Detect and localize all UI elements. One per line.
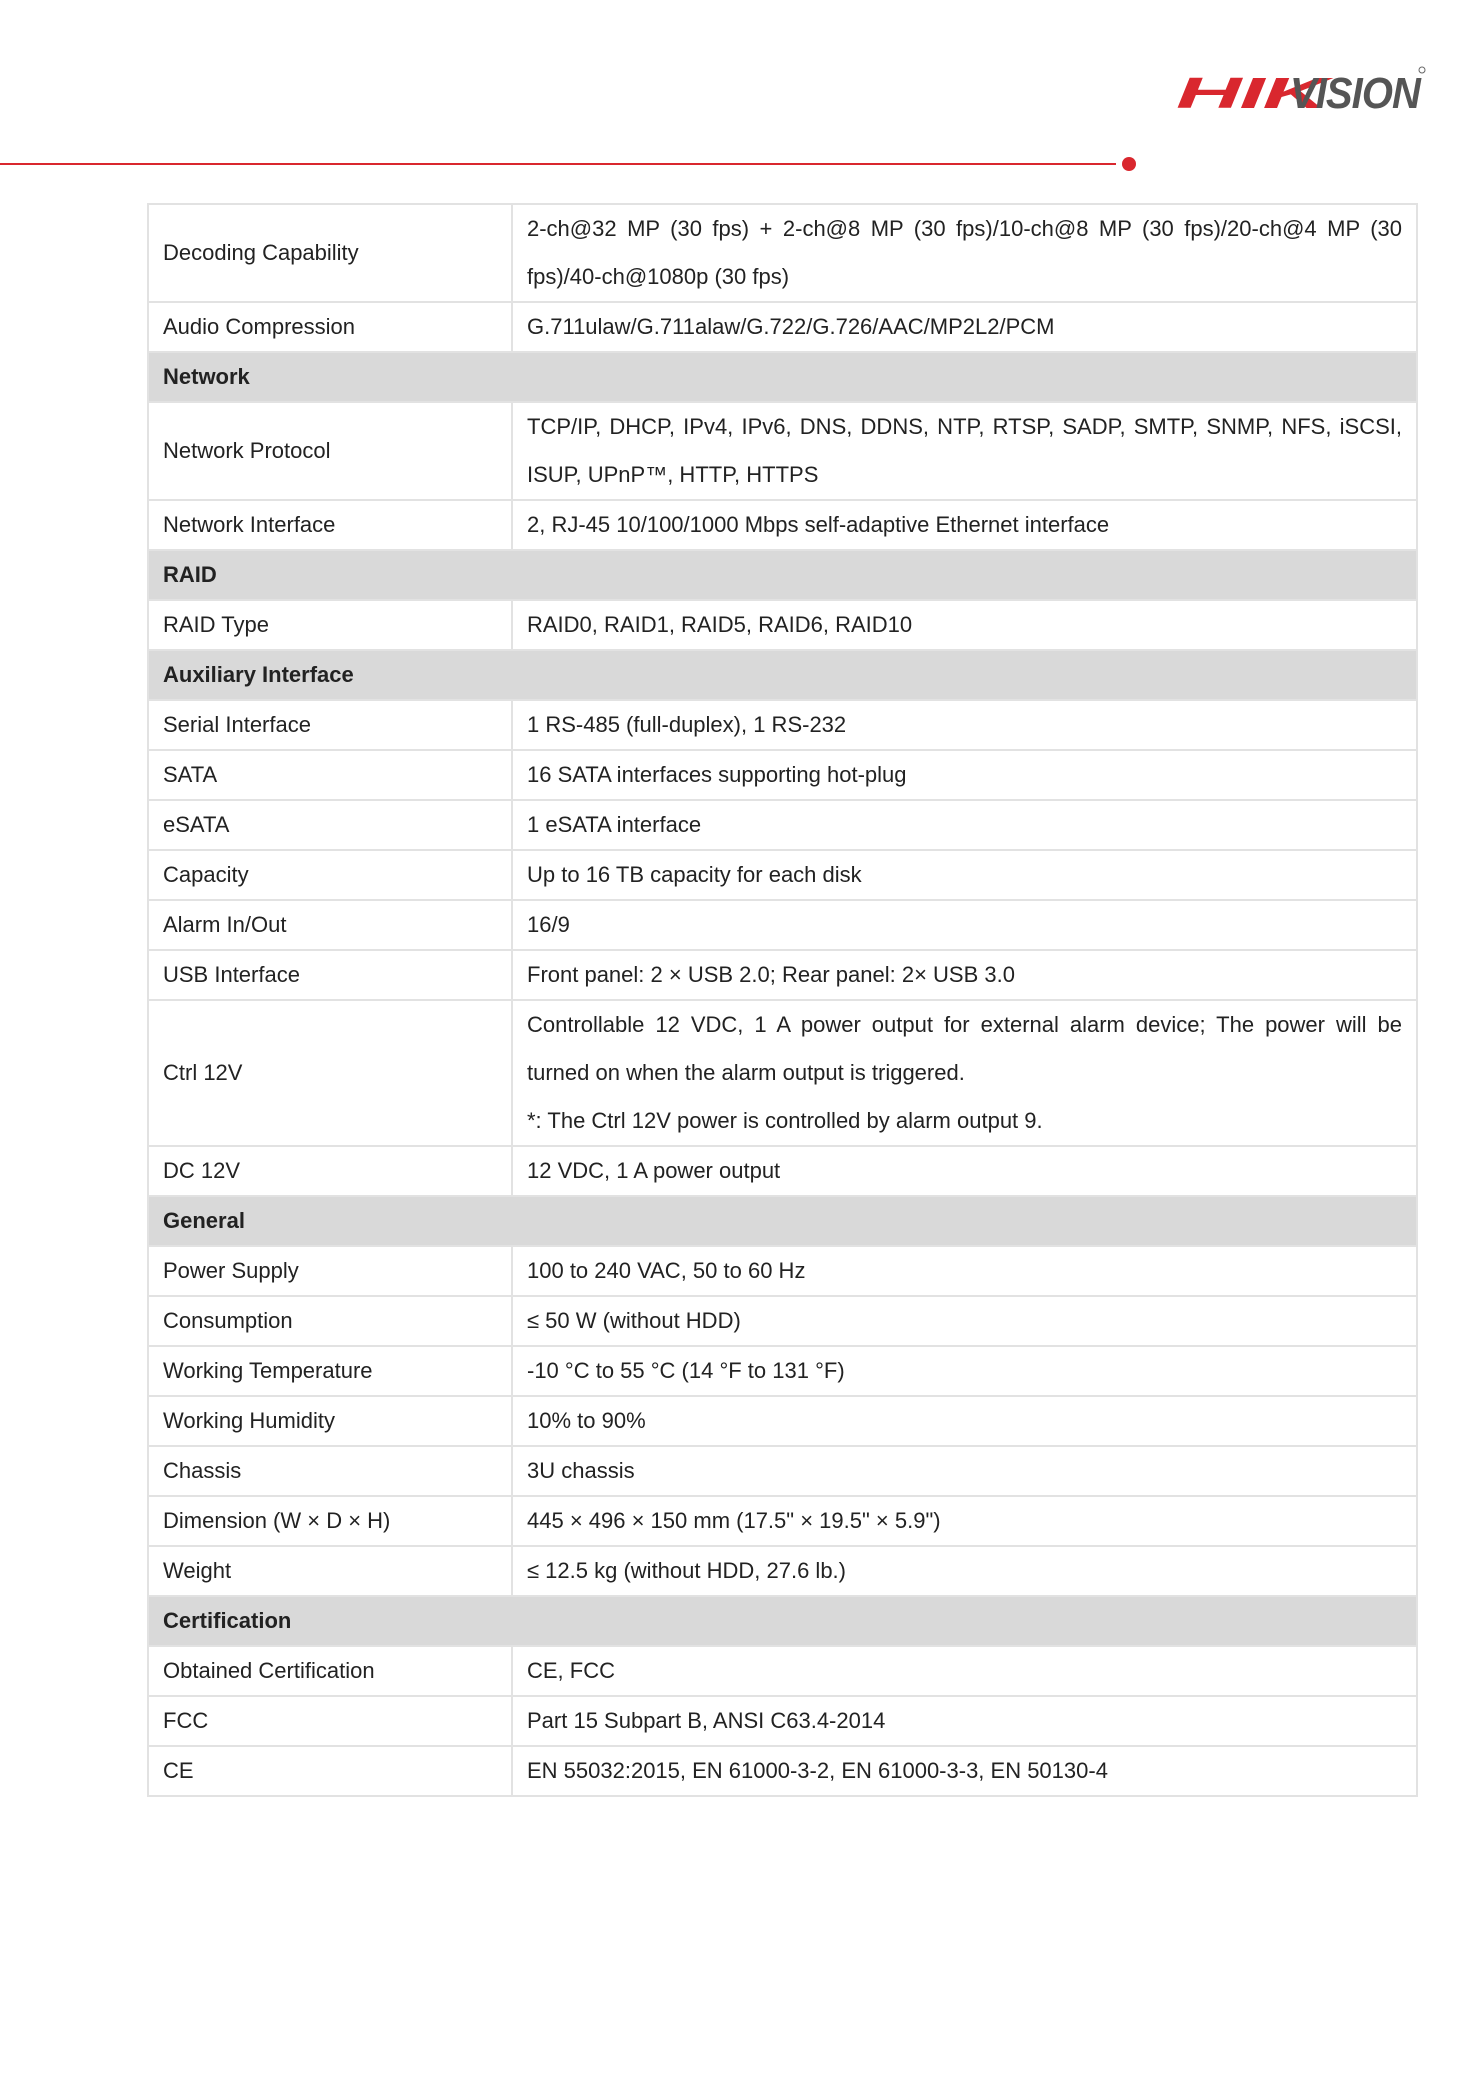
spec-table-body [148, 204, 1417, 1796]
spec-row [148, 1746, 1417, 1796]
spec-label: Decoding Capability [148, 204, 512, 302]
spec-value [512, 1000, 1417, 1146]
logo-text-vision: VISION [1290, 69, 1423, 118]
spec-row [148, 900, 1417, 950]
spec-value-line: Front panel: 2 × USB 2.0; Rear panel: 2× USB 3.0 [527, 962, 1015, 987]
spec-value [512, 500, 1417, 550]
section-header [148, 550, 1417, 600]
spec-row [148, 1296, 1417, 1346]
section-header [148, 352, 1417, 402]
spec-value-line: EN 55032:2015, EN 61000-3-2, EN 61000-3-3, EN 50130-4 [527, 1758, 1108, 1783]
spec-value-line: 445 × 496 × 150 mm (17.5" × 19.5" × 5.9") [527, 1508, 941, 1533]
section-header [148, 650, 1417, 700]
spec-row [148, 402, 1417, 500]
spec-value-line: 1 eSATA interface [527, 812, 702, 837]
spec-label: RAID Type [148, 600, 512, 650]
spec-label: Capacity [148, 850, 512, 900]
spec-value-line: Part 15 Subpart B, ANSI C63.4-2014 [527, 1708, 886, 1733]
spec-value [512, 900, 1417, 950]
section-title: Auxiliary Interface [148, 650, 1417, 700]
spec-label: Weight [148, 1546, 512, 1596]
spec-row [148, 700, 1417, 750]
section-title: Certification [148, 1596, 1417, 1646]
spec-value [512, 1696, 1417, 1746]
section-header [148, 1596, 1417, 1646]
spec-value-line: 2, RJ-45 10/100/1000 Mbps self-adaptive Ethernet interface [527, 512, 1110, 537]
spec-value-line: G.711ulaw/G.711alaw/G.722/G.726/AAC/MP2L2/PCM [527, 314, 1055, 339]
spec-value [512, 1446, 1417, 1496]
spec-value [512, 1546, 1417, 1596]
spec-label: Alarm In/Out [148, 900, 512, 950]
spec-table [147, 203, 1418, 1797]
spec-value [512, 1746, 1417, 1796]
section-title: Network [148, 352, 1417, 402]
spec-value-line: *: The Ctrl 12V power is controlled by alarm output 9. [527, 1108, 1043, 1133]
spec-value [512, 1146, 1417, 1196]
spec-row [148, 1446, 1417, 1496]
spec-value-line: ≤ 50 W (without HDD) [527, 1308, 741, 1333]
spec-label: Working Humidity [148, 1396, 512, 1446]
spec-label: SATA [148, 750, 512, 800]
spec-row [148, 1146, 1417, 1196]
logo-text-hik: HIK [1176, 69, 1335, 118]
spec-value [512, 1296, 1417, 1346]
spec-value [512, 302, 1417, 352]
spec-value-line: 2-ch@32 MP (30 fps) + 2-ch@8 MP (30 fps)/10-ch@8 MP (30 fps)/20-ch@4 MP (30 fps)/40-ch@1080p (30 fps) [527, 216, 1402, 289]
spec-value-line: -10 °C to 55 °C (14 °F to 131 °F) [527, 1358, 845, 1383]
spec-value [512, 800, 1417, 850]
spec-row [148, 850, 1417, 900]
section-title: General [148, 1196, 1417, 1246]
spec-value-line: 10% to 90% [527, 1408, 646, 1433]
spec-row [148, 1546, 1417, 1596]
spec-value-line: Controllable 12 VDC, 1 A power output for external alarm device; The power will be turned on when the alarm output is triggered. [527, 1012, 1402, 1085]
spec-row [148, 950, 1417, 1000]
spec-label: Audio Compression [148, 302, 512, 352]
spec-row [148, 302, 1417, 352]
spec-label: Power Supply [148, 1246, 512, 1296]
spec-value-line: ≤ 12.5 kg (without HDD, 27.6 lb.) [527, 1558, 846, 1583]
hikvision-logo [1176, 64, 1426, 118]
spec-label: CE [148, 1746, 512, 1796]
spec-label: Obtained Certification [148, 1646, 512, 1696]
spec-row [148, 750, 1417, 800]
spec-value-line: Up to 16 TB capacity for each disk [527, 862, 862, 887]
spec-label: Network Protocol [148, 402, 512, 500]
spec-label: USB Interface [148, 950, 512, 1000]
spec-label: Chassis [148, 1446, 512, 1496]
spec-value-line: 16 SATA interfaces supporting hot-plug [527, 762, 907, 787]
spec-value [512, 950, 1417, 1000]
spec-value [512, 700, 1417, 750]
spec-value-line: 12 VDC, 1 A power output [527, 1158, 781, 1183]
spec-row [148, 1346, 1417, 1396]
spec-label: Working Temperature [148, 1346, 512, 1396]
spec-value [512, 1496, 1417, 1546]
spec-value-line: 1 RS-485 (full-duplex), 1 RS-232 [527, 712, 847, 737]
spec-value [512, 1646, 1417, 1696]
header-rule [0, 163, 1116, 165]
spec-label: Network Interface [148, 500, 512, 550]
section-title: RAID [148, 550, 1417, 600]
spec-row [148, 800, 1417, 850]
spec-value-line: CE, FCC [527, 1658, 615, 1683]
spec-value [512, 402, 1417, 500]
spec-value-line: 3U chassis [527, 1458, 635, 1483]
spec-label: Consumption [148, 1296, 512, 1346]
spec-label: DC 12V [148, 1146, 512, 1196]
spec-row [148, 204, 1417, 302]
spec-value [512, 1346, 1417, 1396]
section-header [148, 1196, 1417, 1246]
spec-value-line: TCP/IP, DHCP, IPv4, IPv6, DNS, DDNS, NTP, RTSP, SADP, SMTP, SNMP, NFS, iSCSI, ISUP, UPnP™, HTTP, HTTPS [527, 414, 1402, 487]
spec-row [148, 500, 1417, 550]
spec-row [148, 1496, 1417, 1546]
spec-label: Serial Interface [148, 700, 512, 750]
spec-label: eSATA [148, 800, 512, 850]
spec-row [148, 1000, 1417, 1146]
spec-label: Dimension (W × D × H) [148, 1496, 512, 1546]
spec-row [148, 1246, 1417, 1296]
spec-value-line: 100 to 240 VAC, 50 to 60 Hz [527, 1258, 806, 1283]
spec-value [512, 204, 1417, 302]
spec-row [148, 1646, 1417, 1696]
spec-value [512, 1396, 1417, 1446]
spec-value-line: 16/9 [527, 912, 570, 937]
spec-row [148, 1696, 1417, 1746]
header-rule-dot [1122, 157, 1136, 171]
spec-value [512, 600, 1417, 650]
spec-value-line: RAID0, RAID1, RAID5, RAID6, RAID10 [527, 612, 913, 637]
spec-label: Ctrl 12V [148, 1000, 512, 1146]
spec-row [148, 1396, 1417, 1446]
spec-value [512, 1246, 1417, 1296]
spec-label: FCC [148, 1696, 512, 1746]
spec-row [148, 600, 1417, 650]
spec-value [512, 750, 1417, 800]
spec-value [512, 850, 1417, 900]
